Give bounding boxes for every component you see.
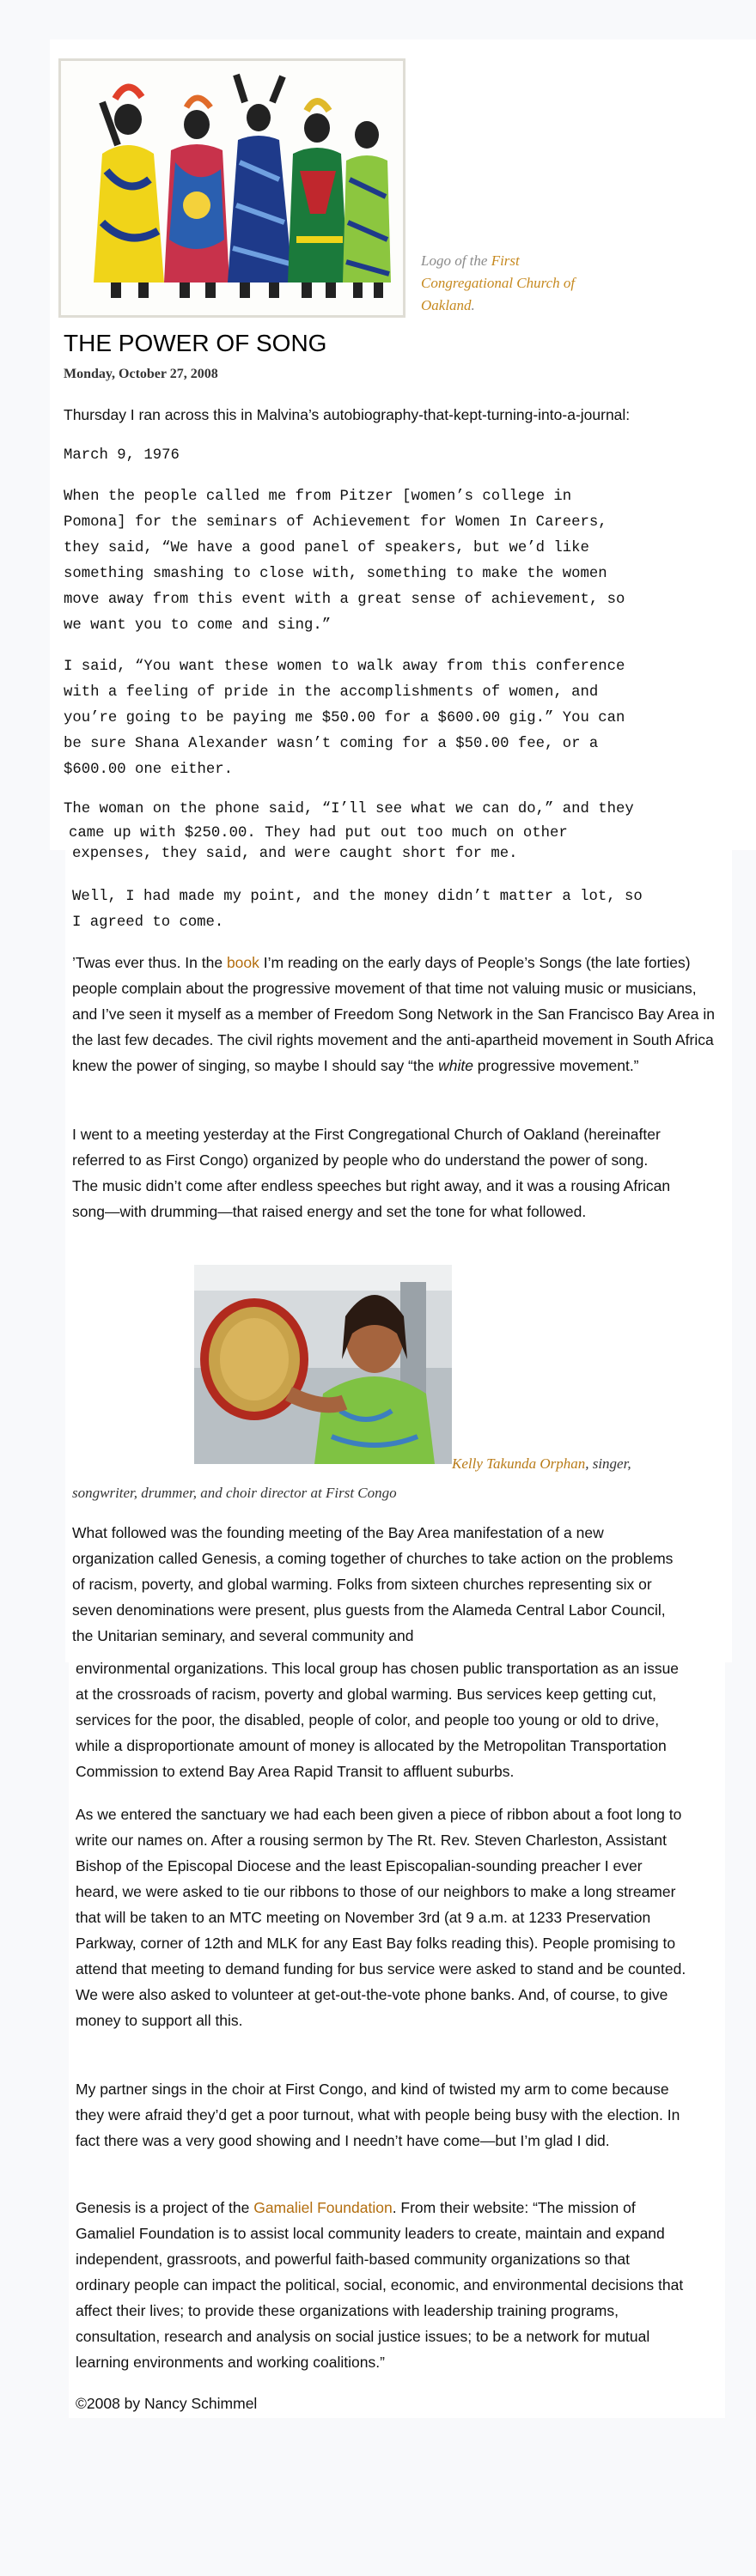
paragraph-first-congo: I went to a meeting yesterday at the First Congregational Church of Oakland (hereinafter referred to as First Congo) organized by people who do understand the power of song. The music didn’t come after endless speeches but right away, and it was a rousing African song—with drumming—that raised energy and set the tone for what followed. [72, 1126, 671, 1220]
logo-caption-prefix: Logo of the [421, 252, 491, 269]
singer-photo [194, 1265, 452, 1464]
singer-name: Kelly Takunda Orphan [452, 1455, 586, 1472]
paragraph-transportation: environmental organizations. This local group has chosen public transportation as an issue at the crossroads of racism, poverty and global warming. Bus services keep getting cut, services for the poor, the disabled, people of color, and people too young or old to drive, while a disproportionate amount of money is allocated by the Metropolitan Transportation Commission to extend Bay Area Rapid Transit to affluent suburbs. [76, 1660, 680, 1780]
paragraph-gamaliel: Genesis is a project of the Gamaliel Foundation. From their website: “The mission of Gamaliel Foundation is to assist local community leaders to create, maintain and expand independent, grassroots, and powerful faith-based community organizations so that ordinary people can impact the political, social, economic, and environmental decisions that affect their lives; to provide these organizations with leadership training programs, consultation, research and analysis on social justice issues; to be a network for mutual learning environments and working coalitions.” [76, 2199, 684, 2371]
page: Logo of the First Congregational Church of Oakland. THE POWER OF SONG Monday, October 27, 2008 Thursday I ran across this in Malvina’s autobiography-that-kept-turning-into-a-journal: March 9, 1976 When the people called me from Pitzer [women’s college in Pomona] for the seminars of Achievement for Women In Careers, they said, “We have a good panel of speakers, but we’d like something smashing to close with, something to make the women move away from this event with a great sense of achievement, so we want you to come and sing.” I said, “You want these women to walk away from this conference with a feeling of pride in the accomplishments of women, and you’re going to be paying me $50.00 for a $600.00 gig.” You can be sure Shana Alexander wasn’t coming for a $50.00 fee, or a $600.00 one either. The woman on the phone said, “I’ll see what we can do,” and they came up with $250.00. They had put out too much on other expenses, they said, and were caught short for me. Well, I had made my point, and the money didn’t matter a lot, so I agreed to come. ’Twas ever thus. In the book I’m reading on the early days of People’s Songs (the late forties) people complain about the progressive movement of that time not valuing music or musicians, and I’ve seen it myself as a member of Freedom Song Network in the San Francisco Bay Area in the last few decades. The civil rights movement and the anti-apartheid movement in South Africa knew the power of singing, so maybe I should say “the white progressive movement.” I went to a meeting yesterday at the First Congregational Church of Oakland (hereinafter referred to as First Congo) organized by people who do understand the power of song. The music didn’t come after endless speeches but right away, and it was a rousing African song—with drumming—that raised energy and set the tone for what followed. Kelly Takunda Orphan, singer, songwriter, drummer, and choir director at First Congo What followed was the founding meeting of the Bay Area manifestation of a new organization called Genesis, a coming together of churches to take action on the problems of racism, poverty, and global warming. Folks from sixteen churches representing six or seven denominations were present, plus guests from the Alameda Central Labor Council, the Unitarian seminary, and several community and environmental organizations. This local group has chosen public transportation as an issue at the crossroads of racism, poverty and global warming. Bus services keep getting cut, services for the poor, the disabled, people of color, and people too young or old to drive, while a disproportionate amount of money is allocated by the Metropolitan Transportation Commission to extend Bay Area Rapid Transit to affluent suburbs. As we entered the sanctuary we had each been given a piece of ribbon about a foot long to write our names on. After a rousing sermon by The Rt. Rev. Steven Charleston, Assistant Bishop of the Episcopal Diocese and the least Episcopalian-sounding preacher I ever heard, we were asked to tie our ribbons to those of our neighbors to make a long streamer that will be taken to an MTC meeting on November 3rd (at 9 a.m. at 1233 Preservation Parkway, corner of 12th and MLK for any East Bay folks reading this). People promising to attend that meeting to demand funding for bus service were asked to stand and be counted. We were also asked to volunteer at get-out-the-vote phone banks. And, of course, to give money to support all this. My partner sings in the choir at First Congo, and kind of twisted my arm to come because they were afraid they’d get a poor turnout, what with people being busy with the election. In fact there was a very good showing and I needn’t have come—but I’m glad I did. Genesis is a project of the Gamaliel Foundation. From their website: “The mission of Gamaliel Foundation is to assist local community leaders to create, maintain and expand independent, grassroots, and powerful faith-based community organizations so that ordinary people can impact the political, social, economic, and environmental decisions that affect their lives; to provide these organizations with leadership training programs, consultation, research and analysis on social justice issues; to be a network for mutual learning environments and working coalitions.” ©2008 by Nancy Schimmel [0, 0, 756, 2576]
journal-paragraph-1: When the people called me from Pitzer [women’s college in Pomona] for the seminars of Achievement for Women In Careers, they said, “We have a good panel of speakers, but we’d like something smashing to close with, something to make the women move away from this event with a great sense of achievement, so we want you to come and sing.” [64, 489, 625, 634]
post-date: Monday, October 27, 2008 [64, 367, 218, 381]
book-link[interactable]: book [226, 954, 259, 971]
journal-paragraph-3: The woman on the phone said, “I’ll see what we can do,” and they came up with $250.00. They had put out too much on other expenses, they said, and were caught short for me. [64, 801, 634, 862]
paragraph-genesis-founding: What followed was the founding meeting of the Bay Area manifestation of a new organization called Genesis, a coming together of churches to take action on the problems of racism, poverty, and global warming. Folks from sixteen churches representing six or seven denominations were present, plus guests from the Alameda Central Labor Council, the Unitarian seminary, and several community and [72, 1524, 674, 1644]
drummer-photo-illustration [194, 1265, 452, 1464]
journal-date: March 9, 1976 [64, 447, 180, 464]
paragraph-choir: My partner sings in the choir at First Congo, and kind of twisted my arm to come because they were afraid they’d get a poor turnout, what with people being busy with the election. In fact there was a very good showing and I needn’t have come—but I’m glad I did. [76, 2081, 680, 2149]
logo-caption-suffix: . [471, 297, 475, 313]
paragraph-peoples-songs: ’Twas ever thus. In the book I’m reading on the early days of People’s Songs (the late forties) people complain about the progressive movement of that time not valuing music or musicians, and I’ve seen it myself as a member of Freedom Song Network in the San Francisco Bay Area in the last few decades. The civil rights movement and the anti-apartheid movement in South Africa knew the power of singing, so maybe I should say “the white progressive movement.” [72, 954, 715, 1074]
church-link[interactable]: First Congregational Church of Oakland [421, 252, 576, 313]
gamaliel-foundation-link[interactable]: Gamaliel Foundation [253, 2199, 393, 2216]
journal-paragraph-2: I said, “You want these women to walk away from this conference with a feeling of pride in the accomplishments of women, and you’re going to be paying me $50.00 for a $600.00 gig.” You can be sure Shana Alexander wasn’t coming for a $50.00 fee, or a $600.00 one either. [64, 659, 625, 778]
logo-caption [421, 250, 593, 317]
post-title: THE POWER OF SONG [64, 330, 327, 356]
paragraph-sanctuary: As we entered the sanctuary we had each been given a piece of ribbon about a foot long to write our names on. After a rousing sermon by The Rt. Rev. Steven Charleston, Assistant Bishop of the Episcopal Diocese and the least Episcopalian-sounding preacher I ever heard, we were asked to tie our ribbons to those of our neighbors to make a long streamer that will be taken to an MTC meeting on November 3rd (at 9 a.m. at 1233 Preservation Parkway, corner of 12th and MLK for any East Bay folks reading this). People promising to attend that meeting to demand funding for bus service were asked to stand and be counted. We were also asked to volunteer at get-out-the-vote phone banks. And, of course, to give money to support all this. [76, 1806, 686, 2029]
journal-paragraph-4: Well, I had made my point, and the money didn’t matter a lot, so I agreed to come. [72, 889, 643, 931]
intro-paragraph: Thursday I ran across this in Malvina’s autobiography-that-kept-turning-into-a-journal: [64, 406, 631, 423]
church-logo-image [58, 58, 405, 318]
dancers-logo-illustration [68, 68, 396, 308]
copyright: ©2008 by Nancy Schimmel [76, 2395, 258, 2412]
